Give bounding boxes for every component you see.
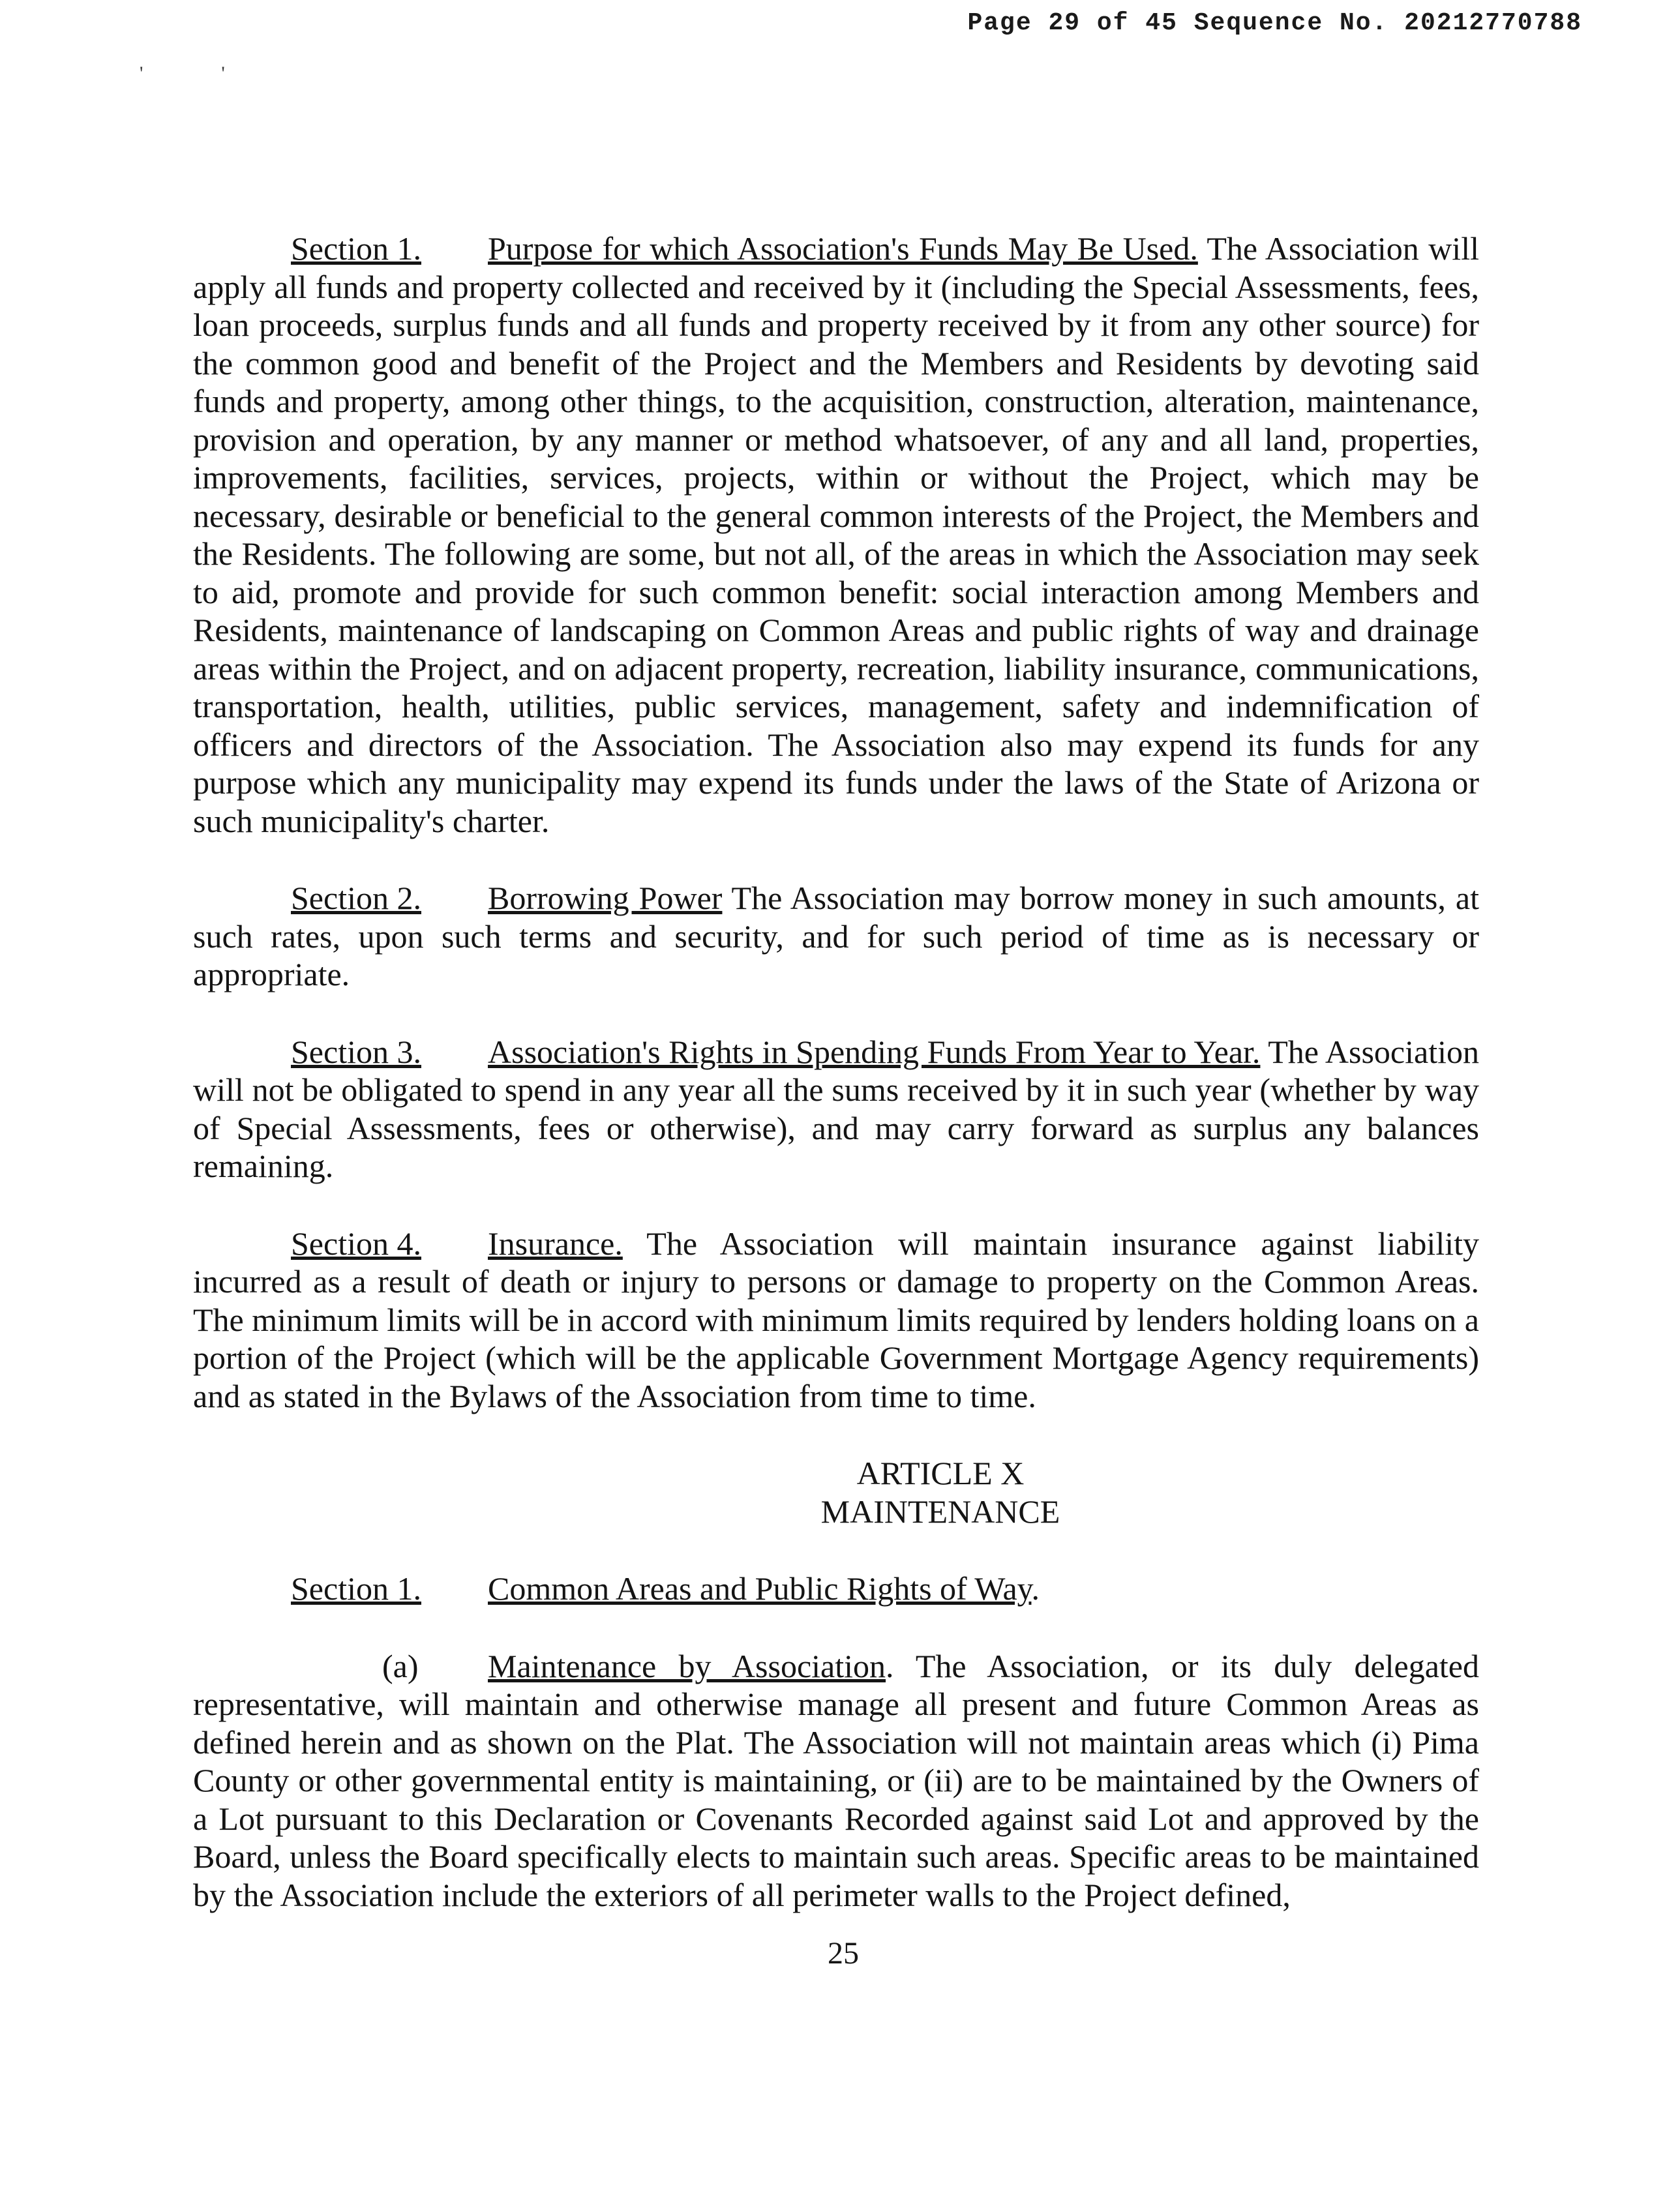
scan-speck: ' — [221, 63, 225, 84]
section-label: Section 2. — [291, 880, 421, 916]
section-title: Purpose for which Association's Funds May Be Used. — [488, 230, 1198, 267]
section-title: Borrowing Power — [488, 880, 723, 916]
article-heading — [193, 1454, 1479, 1530]
section-title-end: . — [1031, 1570, 1040, 1607]
section-title: Insurance. — [488, 1225, 623, 1262]
section-label: Section 1. — [291, 1570, 421, 1607]
section-body: The Association will not be obligated to spend in any year all the sums received by it in such year (whether by way of Special Assessments, fees or otherwise), and may carry forward as surplus any balances remaining. — [193, 1033, 1479, 1184]
section-title: Association's Rights in Spending Funds From Year to Year. — [488, 1033, 1261, 1070]
section-title: Common Areas and Public Rights of Way — [488, 1570, 1032, 1607]
section-2-paragraph — [193, 879, 1479, 994]
article-title: MAINTENANCE — [820, 1493, 1060, 1530]
scan-speck: ' — [140, 63, 143, 84]
subsection-label: (a) — [382, 1647, 419, 1684]
section-4-paragraph — [193, 1225, 1479, 1416]
section-label: Section 4. — [291, 1225, 421, 1262]
page-sequence-header: Page 29 of 45 Sequence No. 20212770788 — [967, 9, 1582, 37]
scan-specks — [140, 63, 303, 85]
section-1-paragraph — [193, 230, 1479, 840]
section-label: Section 1. — [291, 230, 421, 267]
section-3-paragraph — [193, 1033, 1479, 1185]
page-number: 25 — [828, 1936, 859, 1971]
subsection-a-paragraph — [193, 1647, 1479, 1915]
section-body: The Association will apply all funds and property collected and received by it (including the Special Assessments, fees, loan proceeds, surplus funds and all funds and property received by it from any other source) for the common good and benefit of the Project and the Members and Residents by devoting said funds and property, among other things, to the acquisition, construction, alteration, maintenance, provision and operation, by any manner or method whatsoever, of any and all land, properties, improvements, facilities, services, projects, within or without the Project, which may be necessary, desirable or beneficial to the general common interests of the Project, the Members and the Residents. The following are some, but not all, of the areas in which the Association may seek to aid, promote and provide for such common benefit: social interaction among Members and Residents, maintenance of landscaping on Common Areas and public rights of way and drainage areas within the Project, and on adjacent property, recreation, liability insurance, communications, transportation, health, utilities, public services, management, safety and indemnification of officers and directors of the Association. The Association also may expend its funds for any purpose which any municipality may expend its funds under the laws of the State of Arizona or such municipality's charter. — [193, 230, 1479, 839]
article-number: ARTICLE X — [856, 1455, 1025, 1491]
section-label: Section 3. — [291, 1033, 421, 1070]
subsection-title: Maintenance by Association — [488, 1647, 886, 1684]
section-body: The Association will maintain insurance against liability incurred as a result of death or injury to persons or damage to property on the Common Areas. The minimum limits will be in accord with minimum limits required by lenders holding loans on a portion of the Project (which will be the applicable Government Mortgage Agency requirements) and as stated in the Bylaws of the Association from time to time. — [193, 1225, 1479, 1414]
section-body: The Association may borrow money in such amounts, at such rates, upon such terms and security, and for such period of time as is necessary or appropriate. — [193, 880, 1479, 992]
subsection-body: . The Association, or its duly delegated representative, will maintain and otherwise manage all present and future Common Areas as defined herein and as shown on the Plat. The Association will not maintain areas which (i) Pima County or other governmental entity is maintaining, or (ii) are to be maintained by the Owners of a Lot pursuant to this Declaration or Covenants Recorded against said Lot and approved by the Board, unless the Board specifically elects to maintain such areas. Specific areas to be maintained by the Association include the exteriors of all perimeter walls to the Project defined, — [193, 1647, 1479, 1913]
article-section-1 — [193, 1570, 1479, 1608]
document-body — [193, 230, 1479, 1953]
